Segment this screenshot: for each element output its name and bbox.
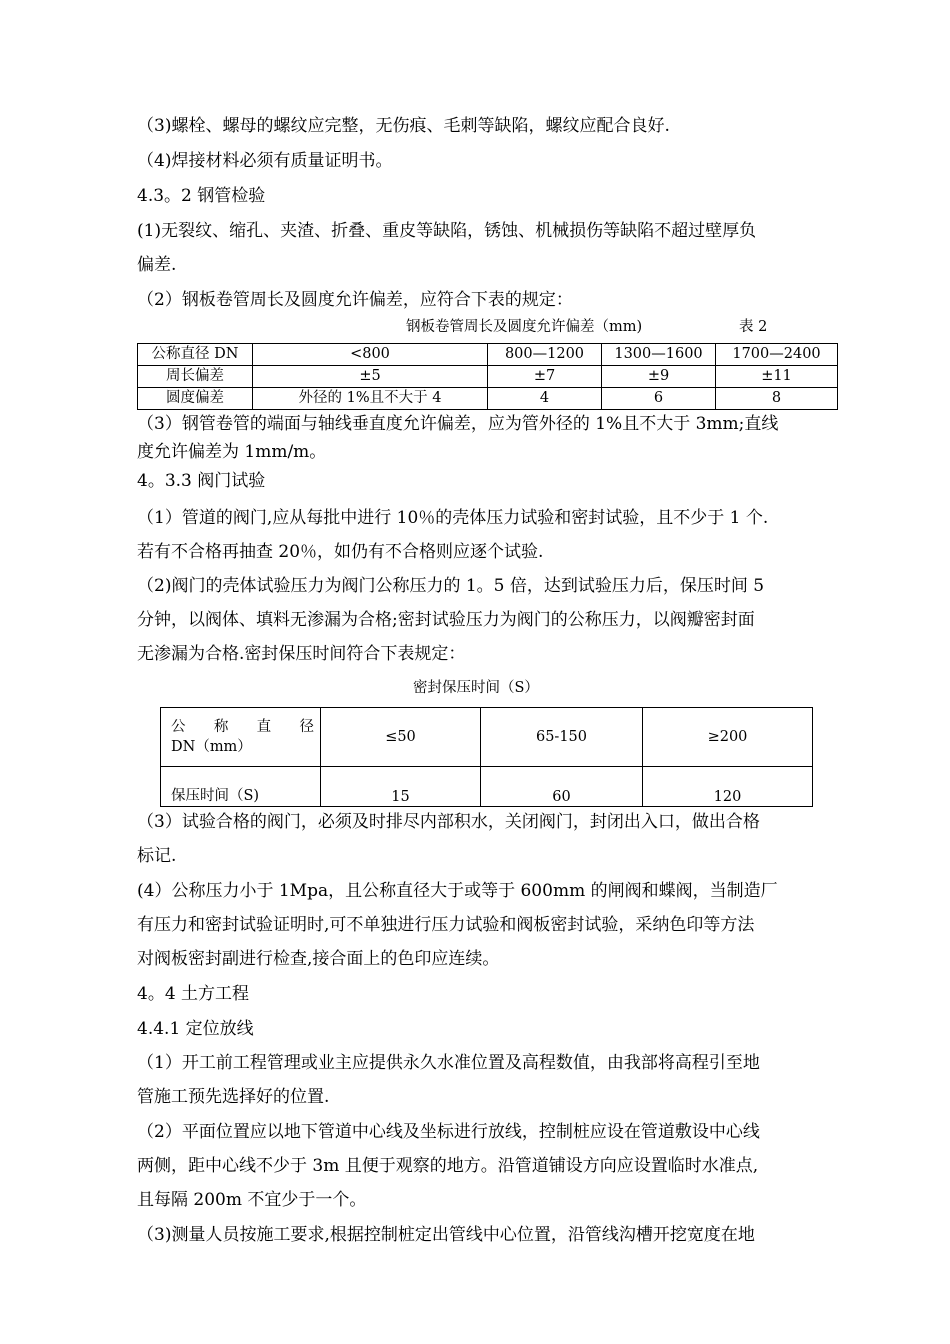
paragraph-line: （2）钢板卷管周长及圆度允许偏差，应符合下表的规定： bbox=[137, 290, 573, 310]
paragraph-line: （2)阀门的壳体试验压力为阀门公称压力的 1。5 倍，达到试验压力后，保压时间 5 bbox=[137, 576, 765, 596]
header-label-char: 直 bbox=[256, 719, 272, 735]
table-cell: ±7 bbox=[488, 366, 602, 388]
header-label-line bbox=[171, 717, 314, 737]
table-row-label bbox=[161, 708, 321, 767]
section-heading: 4。3.3 阀门试验 bbox=[137, 471, 266, 491]
table-row-label: 保压时间（S) bbox=[161, 767, 321, 807]
paragraph-line: （3)测量人员按施工要求,根据控制桩定出管线中心位置，沿管线沟槽开挖宽度在地 bbox=[137, 1225, 755, 1245]
section-heading: 4.3。2 钢管检验 bbox=[137, 186, 266, 206]
paragraph-line: 无渗漏为合格.密封保压时间符合下表规定： bbox=[137, 644, 466, 664]
paragraph-line: （1）开工前工程管理或业主应提供永久水准位置及高程数值，由我部将高程引至地 bbox=[137, 1053, 760, 1073]
table-cell: 1700—2400 bbox=[716, 344, 838, 366]
table-row bbox=[138, 388, 838, 410]
table-cell: 8 bbox=[716, 388, 838, 410]
table-cell: 120 bbox=[643, 767, 813, 807]
table-cell: 公称直径 DN bbox=[138, 344, 253, 366]
table-cell: ±5 bbox=[253, 366, 488, 388]
table-cell: ≥200 bbox=[643, 708, 813, 767]
paragraph-line: 两侧，距中心线不少于 3m 且便于观察的地方。沿管道铺设方向应设置临时水准点, bbox=[137, 1156, 759, 1176]
table-row bbox=[138, 366, 838, 388]
header-label-char: 径 bbox=[299, 719, 314, 735]
table-cell: 圆度偏差 bbox=[138, 388, 253, 410]
paragraph-line: 度允许偏差为 1mm/m。 bbox=[137, 442, 327, 462]
paragraph-line: 分钟，以阀体、填料无渗漏为合格;密封试验压力为阀门的公称压力，以阀瓣密封面 bbox=[137, 610, 755, 630]
section-heading: 4.4.1 定位放线 bbox=[137, 1019, 254, 1039]
table-number-label: 表 2 bbox=[739, 319, 768, 335]
table-cell: 15 bbox=[321, 767, 481, 807]
paragraph-line: （3)螺栓、螺母的螺纹应完整，无伤痕、毛刺等缺陷，螺纹应配合良好. bbox=[137, 116, 670, 136]
table-cell: ≤50 bbox=[321, 708, 481, 767]
table-caption: 密封保压时间（S） bbox=[413, 680, 539, 696]
paragraph-line: 标记. bbox=[137, 846, 177, 866]
table-cell: 1300—1600 bbox=[602, 344, 716, 366]
paragraph-line: (1)无裂纹、缩孔、夹渣、折叠、重皮等缺陷，锈蚀、机械损伤等缺陷不超过壁厚负 bbox=[137, 221, 757, 241]
paragraph-line: 且每隔 200m 不宜少于一个。 bbox=[137, 1190, 367, 1210]
table-cell: 800—1200 bbox=[488, 344, 602, 366]
paragraph-line: 有压力和密封试验证明时,可不单独进行压力试验和阀板密封试验，采纳色印等方法 bbox=[137, 915, 755, 935]
table-cell: 6 bbox=[602, 388, 716, 410]
table-cell: ±9 bbox=[602, 366, 716, 388]
paragraph-line: （4)焊接材料必须有质量证明书。 bbox=[137, 151, 393, 171]
table-cell: 60 bbox=[481, 767, 643, 807]
header-label-unit: DN（mm） bbox=[171, 739, 252, 755]
section-heading: 4。4 土方工程 bbox=[137, 984, 250, 1004]
table-cell: ±11 bbox=[716, 366, 838, 388]
seal-pressure-time-table bbox=[160, 707, 813, 807]
table-cell: 4 bbox=[488, 388, 602, 410]
table-row bbox=[161, 767, 813, 807]
pipe-tolerance-table bbox=[137, 343, 838, 410]
table-cell: 外径的 1%且不大于 4 bbox=[253, 388, 488, 410]
table-cell: 周长偏差 bbox=[138, 366, 253, 388]
paragraph-line: (4）公称压力小于 1Mpa，且公称直径大于或等于 600mm 的闸阀和蝶阀，当制造厂 bbox=[137, 881, 778, 901]
table-cell: 65-150 bbox=[481, 708, 643, 767]
paragraph-line: 偏差. bbox=[137, 255, 177, 275]
table-header-row bbox=[138, 344, 838, 366]
table-caption: 钢板卷管周长及圆度允许偏差（mm) bbox=[406, 319, 643, 335]
paragraph-line: 管施工预先选择好的位置. bbox=[137, 1087, 330, 1107]
table-cell: <800 bbox=[253, 344, 488, 366]
header-label-char: 称 bbox=[213, 719, 229, 735]
paragraph-line: （1）管道的阀门,应从每批中进行 10％的壳体压力试验和密封试验，且不少于 1 个. bbox=[137, 508, 769, 528]
paragraph-line: （2）平面位置应以地下管道中心线及坐标进行放线，控制桩应设在管道敷设中心线 bbox=[137, 1122, 760, 1142]
header-label-char: 公 bbox=[171, 719, 186, 735]
paragraph-line: 对阀板密封副进行检查,接合面上的色印应连续。 bbox=[137, 949, 500, 969]
paragraph-line: 若有不合格再抽查 20％，如仍有不合格则应逐个试验. bbox=[137, 542, 544, 562]
paragraph-line: （3）试验合格的阀门，必须及时排尽内部积水，关闭阀门，封闭出入口，做出合格 bbox=[137, 812, 760, 832]
paragraph-line: （3）钢管卷管的端面与轴线垂直度允许偏差，应为管外径的 1%且不大于 3mm;直线 bbox=[137, 414, 779, 434]
table-header-row bbox=[161, 708, 813, 767]
